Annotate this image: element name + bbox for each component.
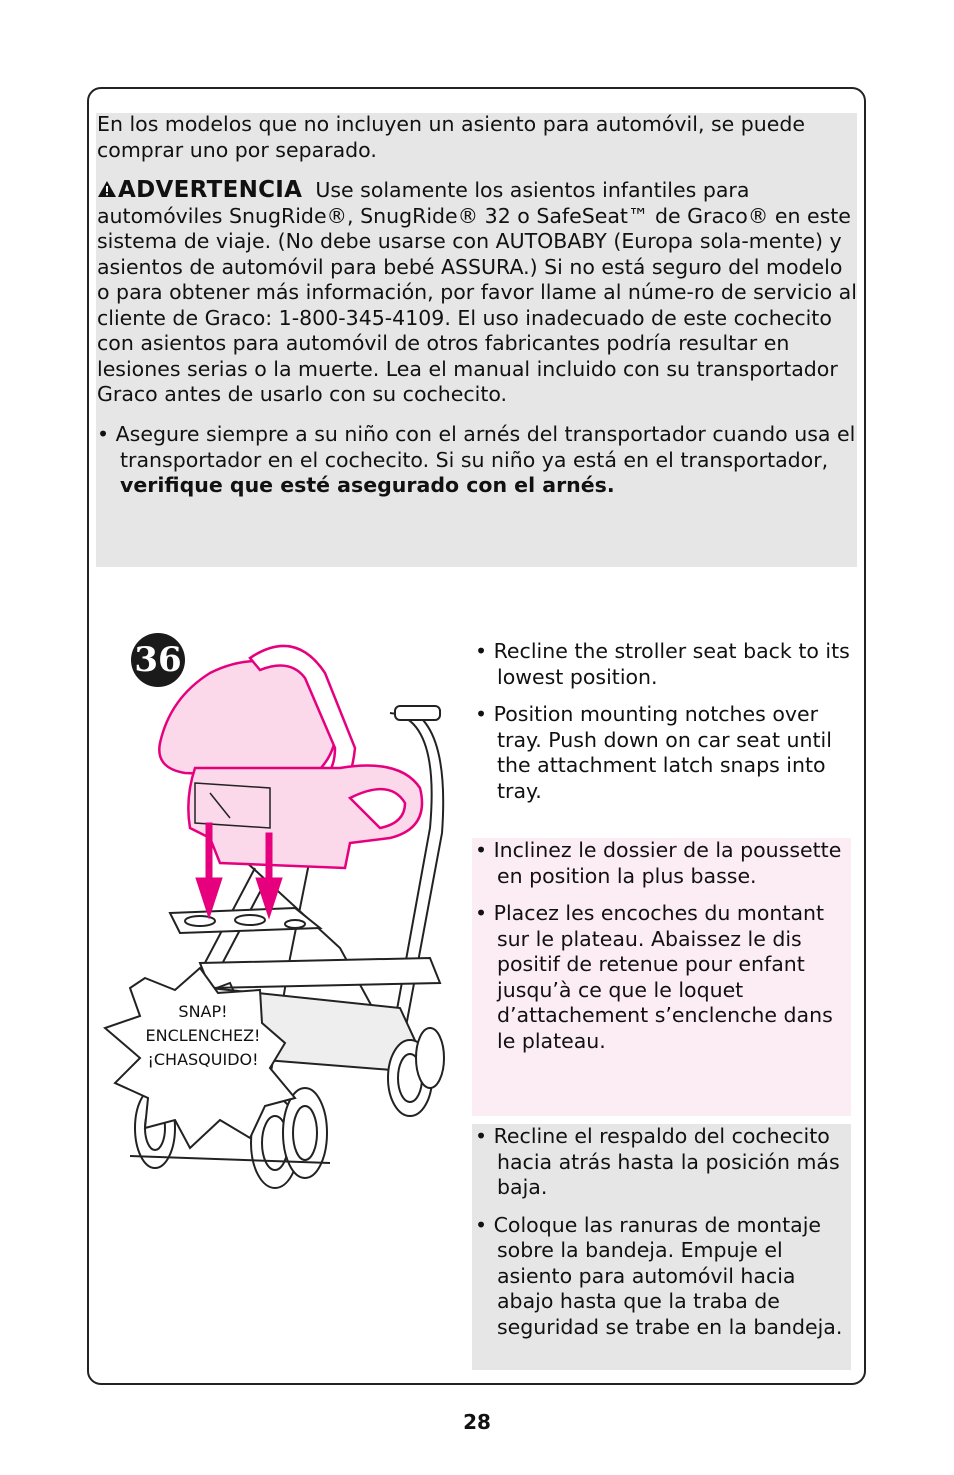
list-item: • Placez les encoches du montant sur le plateau. Abaissez le dis positif de retenue pour enfant jusqu’à ce que le loquet d’attachement s’enclenche dans le plateau. <box>475 901 833 1053</box>
callout-line-en: SNAP! <box>178 1002 228 1021</box>
harness-note-text: Asegure siempre a su niño con el arnés del transportador cuando usa el transportador en el cochecito. Si su niño ya está en el transportador, <box>115 422 856 472</box>
snap-callout-text <box>118 1000 288 1072</box>
list-item: • Position mounting notches over tray. Push down on car seat until the attachment latch snaps into tray. <box>475 702 832 803</box>
callout-line-es: ¡CHASQUIDO! <box>147 1050 259 1069</box>
instructions-spanish <box>475 1124 855 1352</box>
list-item: • Recline el respaldo del cochecito hacia atrás hasta la posición más baja. <box>475 1124 840 1199</box>
list-item: • Inclinez le dossier de la poussette en position la plus basse. <box>475 838 842 888</box>
instructions-english <box>475 639 855 816</box>
list-item: • Recline the stroller seat back to its lowest position. <box>475 639 850 689</box>
instructions-french <box>475 838 855 1066</box>
warning-title: ADVERTENCIA <box>118 177 303 203</box>
bullet: • <box>97 422 110 446</box>
list-item: • Coloque las ranuras de montaje sobre la bandeja. Empuje el asiento para automóvil hacia abajo hasta que la traba de seguridad se trabe en la bandeja. <box>475 1212 843 1339</box>
harness-note-bold: verifique que esté asegurado con el arnés. <box>120 473 615 497</box>
callout-line-fr: ENCLENCHEZ! <box>145 1026 261 1045</box>
step-number-badge: 36 <box>131 633 185 687</box>
page-number: 28 <box>463 1410 491 1434</box>
harness-note <box>97 422 880 499</box>
warning-text: Use solamente los asientos infantiles para automóviles SnugRide®, SnugRide® 32 o SafeSeat™ de Graco® en este sistema de viaje. (No debe usarse con AUTOBABY (Europa sola-mente) y asientos de automóvil para bebé ASSURA.) Si no está seguro del modelo o para obtener más información, por favor llame al núme-ro de servicio al cliente de Graco: 1-800-345-4109. El uso inadecuado de este cochecito con asientos para automóvil de otros fabricantes podría resultar en lesiones serias o la muerte. Lea el manual incluido con su transportador Graco antes de usarlo con su cochecito. <box>97 178 857 406</box>
intro-text: En los modelos que no incluyen un asiento para automóvil, se puede comprar uno por separado. <box>97 112 806 162</box>
stroller-car-seat-illustration <box>100 628 460 1193</box>
warning-paragraph <box>97 178 857 408</box>
warning-triangle-icon <box>97 180 117 198</box>
